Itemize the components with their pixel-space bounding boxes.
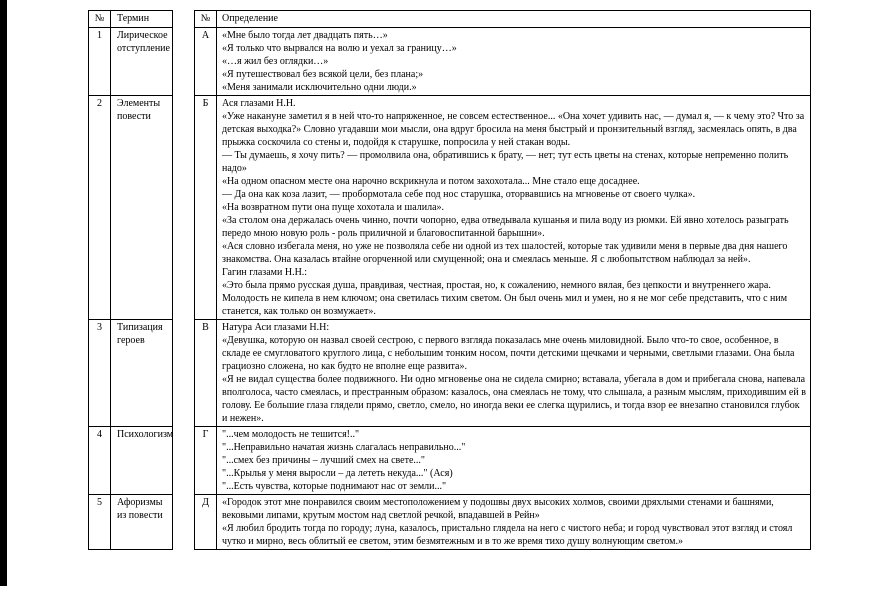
spacer-cell: [173, 11, 195, 28]
definition-line: "...чем молодость не тешится!..": [222, 429, 360, 440]
definition-cell: [217, 96, 811, 320]
table-row-5: [89, 495, 811, 550]
term-label: Типизация героев: [111, 320, 173, 427]
term-number: 2: [89, 96, 111, 320]
definition-cell: [217, 427, 811, 495]
header-definition-number: №: [195, 11, 217, 28]
definition-line: «Уже накануне заметил я в ней что-то напряженное, не совсем естественное... «Она хочет удивить нас, — думал я, — к чему это? Что за детская выходка?» Словно угадавши мои мысли, она вдруг бросила на меня быстрый и пронзительный взгляд, засмеялась опять, в два прыжка соскочила со стены и, подойдя к старушке, попросила у ней стакан воды.: [222, 111, 805, 148]
definition-line: Ася глазами Н.Н.: [222, 98, 296, 109]
term-label: Психологизм: [111, 427, 173, 495]
definition-cell: [217, 28, 811, 96]
definition-letter: А: [195, 28, 217, 96]
definition-line: «Городок этот мне понравился своим местоположением у подошвы двух высоких холмов, своими дряхлыми стенами и башнями, вековыми липами, крутым мостом над светлой речкой, впадавшей в Рейн»: [222, 497, 774, 521]
definition-letter: Б: [195, 96, 217, 320]
spacer-cell: [173, 320, 195, 427]
definition-line: «На одном опасном месте она нарочно вскрикнула и потом захохотала... Мне стало еще досаднее.: [222, 176, 640, 187]
definition-line: — Ты думаешь, я хочу пить? — промолвила она, обратившись к брату, — нет; тут есть цветы на стенах, которые непременно полить надо»: [222, 150, 789, 174]
definition-cell: [217, 320, 811, 427]
definition-line: «Ася словно избегала меня, но уже не позволяла себе ни одной из тех шалостей, которые так удивили меня в первые два дня нашего знакомства. Она казалась втайне огорченной или смущенной; она и смеялась меньше. Я с любопытством наблюдал за ней».: [222, 241, 788, 265]
table-row-1: [89, 28, 811, 96]
definition-line: "...Крылья у меня выросли – да лететь некуда..." (Ася): [222, 468, 453, 479]
definition-line: «За столом она держалась очень чинно, почти чопорно, едва отведывала кушанья и пила воду из рюмки. Ей явно хотелось разыграть передо мною новую роль - роль приличной и благовоспитанной барышни».: [222, 215, 789, 239]
definition-line: «Я не видал существа более подвижного. Ни одно мгновенье она не сидела смирно; вставала, убегала в дом и прибегала снова, напевала вполголоса, часто смеялась, и престранным образом: казалось, она смеялась не тому, что слышала, а разным мыслям, приходившим ей в голову. Ее большие глаза глядели прямо, светло, смело, но иногда веки ее слегка щурились, и тогда взор ее внезапно становился глубок и нежен».: [222, 374, 806, 424]
term-number: 5: [89, 495, 111, 550]
terms-definitions-table: [88, 10, 811, 550]
definition-letter: Д: [195, 495, 217, 550]
definition-line: Гагин глазами Н.Н.:: [222, 267, 308, 278]
definition-letter: Г: [195, 427, 217, 495]
definition-line: — Да она как коза лазит, — пробормотала себе под нос старушка, оторвавшись на мгновенье от своего чулка».: [222, 189, 696, 200]
spacer-cell: [173, 495, 195, 550]
definition-letter: В: [195, 320, 217, 427]
definition-cell: [217, 495, 811, 550]
definition-line: «Я только что вырвался на волю и уехал за границу…»: [222, 43, 457, 54]
header-term: Термин: [111, 11, 173, 28]
definition-line: Натура Аси глазами Н.Н:: [222, 322, 330, 333]
table-row-3: [89, 320, 811, 427]
term-label: Лирическое отступление: [111, 28, 173, 96]
term-label: Афоризмы из повести: [111, 495, 173, 550]
definition-line: «Это была прямо русская душа, правдивая, честная, простая, но, к сожалению, немного вялая, без цепкости и внутреннего жара. Молодость не кипела в нем ключом; она светилась тихим светом. Он был очень мил и умен, но я не мог себе представить, что с ним станется, как только он возмужает».: [222, 280, 788, 317]
table-row-4: [89, 427, 811, 495]
header-row: [89, 11, 811, 28]
term-label: Элементы повести: [111, 96, 173, 320]
definition-line: «Я любил бродить тогда по городу; луна, казалось, пристально глядела на него с чистого неба; и город чувствовал этот взгляд и стоял чутко и мирно, весь облитый ее светом, этим безмятежным и в то же время тихо душу волнующим светом.»: [222, 523, 793, 547]
spacer-cell: [173, 96, 195, 320]
definition-line: «…я жил без оглядки…»: [222, 56, 329, 67]
definition-line: "...Есть чувства, которые поднимают нас от земли...": [222, 481, 447, 492]
definition-line: "...Неправильно начатая жизнь слагалась неправильно...": [222, 442, 466, 453]
term-number: 4: [89, 427, 111, 495]
definition-line: «На возвратном пути она пуще хохотала и шалила».: [222, 202, 445, 213]
term-number: 3: [89, 320, 111, 427]
header-definition: Определение: [217, 11, 811, 28]
definition-line: «Меня занимали исключительно одни люди.»: [222, 82, 417, 93]
header-term-number: №: [89, 11, 111, 28]
definition-line: «Мне было тогда лет двадцать пять…»: [222, 30, 388, 41]
table-row-2: [89, 96, 811, 320]
definition-line: «Я путешествовал без всякой цели, без плана;»: [222, 69, 424, 80]
spacer-cell: [173, 427, 195, 495]
definition-line: «Девушка, которую он назвал своей сестрою, с первого взгляда показалась мне очень миловидной. Было что-то свое, особенное, в складе ее смугловатого круглого лица, с небольшим тонким носом, почти детскими щечками и черными, светлыми глазами. Она была грациозно сложена, но как будто не вполне еще развита».: [222, 335, 795, 372]
spacer-cell: [173, 28, 195, 96]
term-number: 1: [89, 28, 111, 96]
definition-line: "...смех без причины – лучший смех на свете...": [222, 455, 425, 466]
scan-edge-strip: [0, 0, 7, 586]
